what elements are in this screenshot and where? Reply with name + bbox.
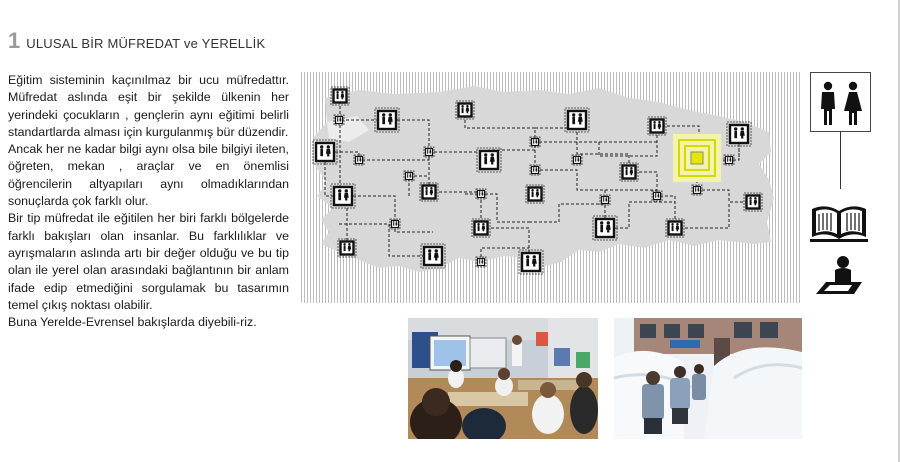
snow-students-photo [614,318,802,439]
people-marker-icon [421,244,445,268]
paragraph-1: Eğitim sisteminin kaçınılmaz bir ucu müfredattır. Müfredat aslında eşit bir şekilde ülkenin her yerindeki çocukların , gençlerin aynı eğitimi belirli standartlarda alması için kurgulanmış bür düzendir. [8,73,289,139]
people-marker-icon [476,257,486,267]
people-marker-icon [420,183,438,201]
people-marker-icon [648,117,666,135]
people-marker-icon [666,219,684,237]
classroom-photo [408,318,598,439]
people-marker-icon [519,250,543,274]
people-marker-icon [530,137,540,147]
people-marker-icon [600,195,610,205]
people-marker-icon [593,216,617,240]
people-marker-icon [334,115,344,125]
turkey-network-map [299,72,802,303]
people-marker-icon [331,87,349,105]
people-marker-icon [565,108,589,132]
section-title: ULUSAL BİR MÜFREDAT ve YERELLİK [26,36,266,51]
male-female-people-icon [810,72,871,132]
people-marker-icon [390,219,400,229]
people-marker-icon [354,155,364,165]
people-marker-icon [476,189,486,199]
section-heading [8,28,265,52]
people-marker-icon [572,155,582,165]
student-at-desk-icon [814,254,864,296]
paragraph-3: Bir tip müfredat ile eğitilen her biri farklı bölgelerde farklı bakışları olan insanlar. Bu farklılıklar ve ayrışmaların aslında artı bir değer olduğu ve bu tip olan ile yerel olan arasındaki bağlantının bir anlam ifade edip etmediğini sorgulamak bu tasarımın temel çıkış noktası olabilir. [8,211,289,312]
people-marker-icon [652,191,662,201]
open-book-icon [808,203,870,243]
people-marker-icon [724,155,734,165]
paragraph-2: Ancak her ne kadar bilgi aynı olsa bile bilgiyi ileten, öğreten, mekan , araçlar ve en önemlisi öğrencilerin altyapıları aynı olmadıklarından sonuçlarda çok farklı olur. [8,142,289,209]
body-text [8,72,289,331]
section-number: 1 [8,28,21,53]
people-marker-icon [620,163,638,181]
paragraph-4: Buna Yerelde-Evrensel bakışlarda diyebili-riz. [8,315,257,330]
people-marker-icon [456,101,474,119]
people-marker-icon [338,239,356,257]
people-marker-icon [526,185,544,203]
people-marker-icon [404,171,414,181]
people-marker-icon [424,147,434,157]
people-marker-icon [727,122,751,146]
highlight-node [691,152,703,164]
people-marker-icon [313,140,337,164]
people-marker-icon [375,108,399,132]
people-marker-icon [744,193,762,211]
people-marker-icon [530,165,540,175]
people-marker-icon [472,219,490,237]
people-marker-icon [477,148,501,172]
map-svg [299,72,802,303]
legend-connector [840,131,841,189]
people-marker-icon [692,185,702,195]
people-marker-icon [331,184,355,208]
